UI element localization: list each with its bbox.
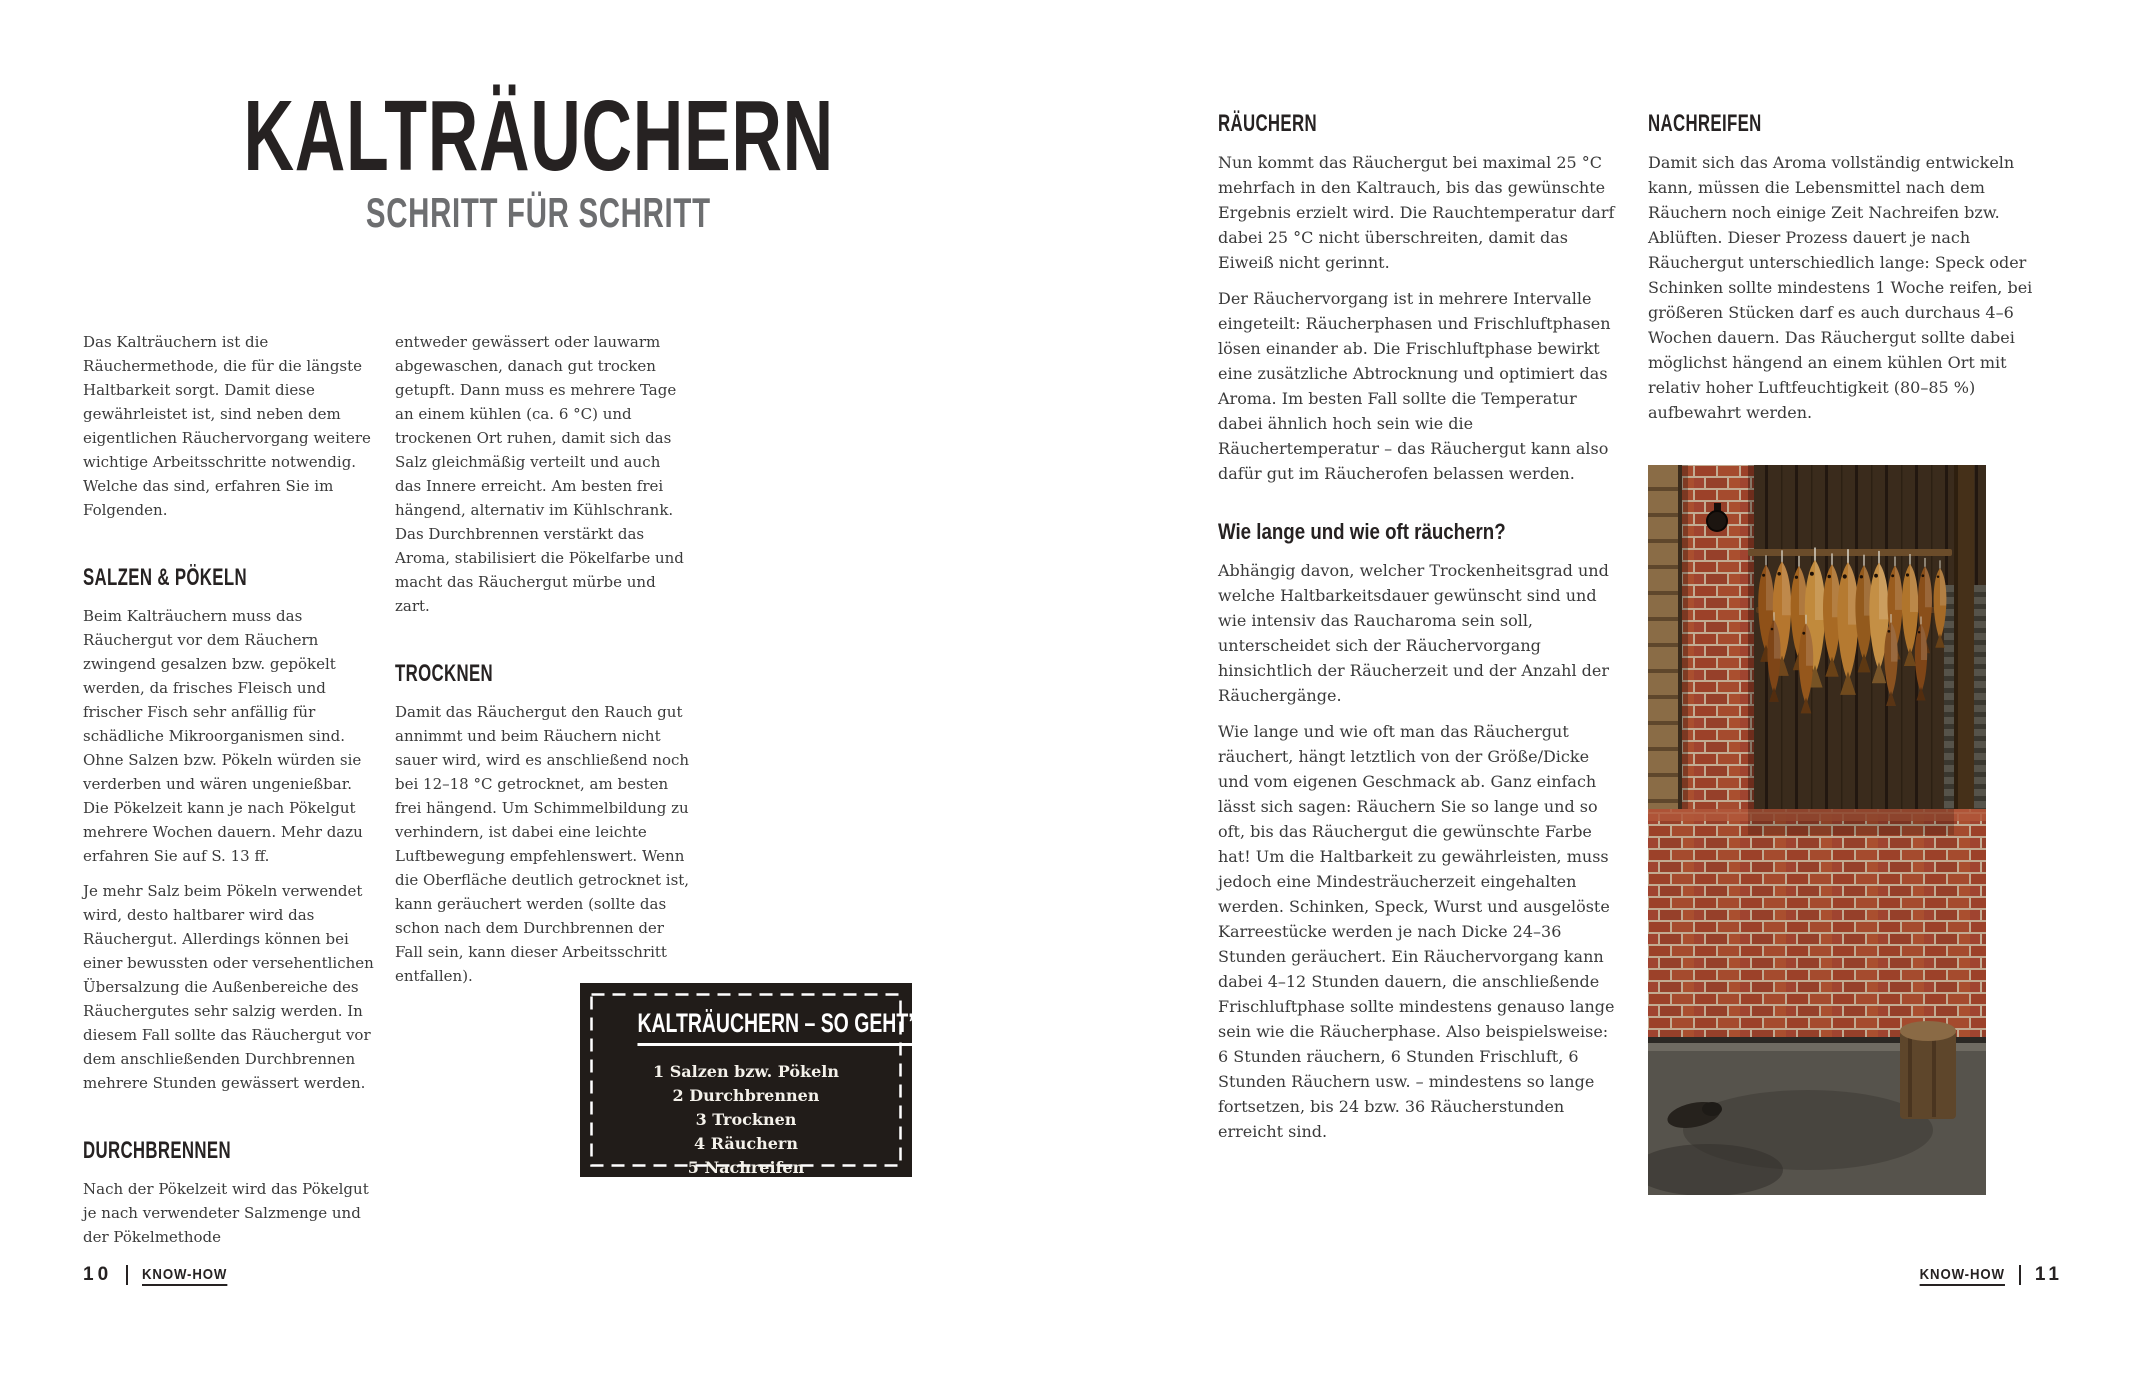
section-heading-salzen-poekeln: SALZEN & PÖKELN [83, 564, 247, 591]
footer-divider [2019, 1265, 2021, 1285]
page-title [0, 80, 1077, 192]
infobox-step: 1 Salzen bzw. Pökeln [653, 1062, 839, 1081]
footer-page-number: 11 [2034, 1264, 2063, 1285]
page-subtitle [0, 190, 1077, 236]
intro-paragraph: Das Kalträuchern ist die Räuchermethode, die für die längste Haltbarkeit sorgt. Damit diese gewährleistet ist, sind neben dem eigentlichen Räuchervorgang weitere wichtige Arbeitsschritte notwendig. Welche das sind, erfahren Sie im Folgenden. [83, 333, 371, 519]
chapter-title-block [0, 80, 1077, 236]
smoker-photo-illustration [1648, 465, 1986, 1195]
page-title-text: KALTRÄUCHERN [243, 80, 834, 192]
left-page-column-2 [395, 330, 691, 999]
footer-section-label: KNOW-HOW [142, 1266, 227, 1286]
infobox-step: 2 Durchbrennen [672, 1086, 820, 1105]
footer-right [1908, 1264, 2063, 1286]
page-right [1077, 0, 2154, 1388]
paragraph: Je mehr Salz beim Pökeln verwendet wird, desto haltbarer wird das Räuchergut. Allerdings können bei einer bewussten oder versehentlichen Übersalzung die Außenbereiche des Räuchergutes sehr salzig werden. In diesem Fall sollte das Räuchergut vor dem anschließenden Durchbrennen mehrere Stunden gewässert werden. [83, 882, 374, 1092]
right-page-column-2 [1648, 112, 2063, 436]
infobox-title: KALTRÄUCHERN – SO GEHT’S! [580, 1008, 912, 1046]
infobox-step-list [580, 1060, 912, 1180]
paragraph: Der Räuchervorgang ist in mehrere Intervalle eingeteilt: Räucherphasen und Frischluftphasen lösen einander ab. Die Frischluftphase bewirkt eine zusätzliche Abtrocknung und optimiert das Aroma. Im besten Fall sollte die Temperatur dabei ähnlich hoch sein wie die Räuchertemperatur – das Räuchergut kann also dafür gut im Räucherofen belassen werden. [1218, 289, 1611, 483]
smoker-photo [1648, 465, 1986, 1195]
page-subtitle-text: SCHRITT FÜR SCHRITT [366, 189, 711, 236]
paragraph: Nun kommt das Räuchergut bei maximal 25 °C mehrfach in den Kaltrauch, bis das gewünschte Ergebnis erzielt wird. Die Rauchtemperatur darf dabei 25 °C nicht überschreiten, damit das Eiweiß nicht gerinnt. [1218, 153, 1615, 272]
brick-oven [1648, 809, 1986, 1043]
infobox-step: 5 Nachreifen [687, 1158, 805, 1177]
infobox-so-gehts [580, 983, 934, 1177]
tree-stump [1900, 1021, 1956, 1119]
paragraph: Damit das Räuchergut den Rauch gut annimmt und beim Räuchern nicht sauer wird, wird es anschließend noch bei 12–18 °C getrocknet, am besten frei hängend. Um Schimmelbildung zu verhindern, ist dabei eine leichte Luftbewegung empfehlenswert. Wenn die Oberfläche deutlich getrocknet ist, kann geräuchert werden (sollte das schon nach dem Durchbrennen der Fall sein, kann dieser Arbeitsschritt entfallen). [395, 703, 690, 985]
infobox-step: 3 Trocknen [695, 1110, 797, 1129]
section-heading-durchbrennen: DURCHBRENNEN [83, 1137, 231, 1164]
left-page-column-1 [83, 330, 379, 1260]
footer-divider [126, 1265, 128, 1285]
paragraph: Damit sich das Aroma vollständig entwickeln kann, müssen die Lebensmittel nach dem Räuchern noch einige Zeit Nachreifen bzw. Ablüften. Dieser Prozess dauert je nach Räuchergut unterschiedlich lange: Speck oder Schinken sollte mindestens 1 Woche reifen, bei größeren Stücken darf es auch durchaus 4–6 Wochen dauern. Das Räuchergut sollte dabei möglichst hängend an einem kühlen Ort mit relativ hoher Luftfeuchtigkeit (80–85 %) aufbewahrt werden. [1648, 153, 2033, 422]
paragraph: entweder gewässert oder lauwarm abgewaschen, danach gut trocken getupft. Dann muss es mehrere Tage an einem kühlen (ca. 6 °C) und trockenen Ort ruhen, damit sich das Salz gleichmäßig verteilt und auch das Innere erreicht. Am besten frei hängend, alternativ im Kühlschrank. Das Durchbrennen verstärkt das Aroma, stabilisiert die Pökelfarbe und macht das Räuchergut mürbe und zart. [395, 333, 684, 615]
subheading-wie-lange: Wie lange und wie oft räuchern? [1218, 519, 1506, 544]
footer-left [83, 1264, 239, 1286]
section-heading-trocknen: TROCKNEN [395, 660, 493, 687]
section-heading-raeuchern: RÄUCHERN [1218, 110, 1317, 137]
paragraph: Beim Kalträuchern muss das Räuchergut vor dem Räuchern zwingend gesalzen bzw. gepökelt werden, da frisches Fleisch und frischer Fisch sehr anfällig für schädliche Mikroorganismen sind. Ohne Salzen bzw. Pökeln würden sie verderben und wären ungenießbar. Die Pökelzeit kann je nach Pökelgut mehrere Wochen dauern. Mehr dazu erfahren Sie auf S. 13 ff. [83, 607, 363, 865]
section-heading-nachreifen: NACHREIFEN [1648, 110, 1762, 137]
paragraph: Abhängig davon, welcher Trockenheitsgrad und welche Haltbarkeitsdauer gewünscht sind und wie intensiv das Raucharoma sein soll, unterscheidet sich der Räuchervorgang hinsichtlich der Räucherzeit und der Anzahl der Räuchergänge. [1218, 561, 1610, 706]
footer-page-number: 10 [83, 1264, 113, 1285]
paragraph: Nach der Pökelzeit wird das Pökelgut je nach verwendeter Salzmenge und der Pökelmethode [83, 1180, 369, 1246]
infobox-step: 4 Räuchern [694, 1134, 798, 1153]
footer-section-label: KNOW-HOW [1920, 1266, 2005, 1286]
right-page-column-1 [1218, 112, 1618, 1155]
paragraph: Wie lange und wie oft man das Räuchergut räuchert, hängt letztlich von der Größe/Dicke und vom eigenen Geschmack ab. Ganz einfach lässt sich sagen: Räuchern Sie so lange und so oft, bis das Räuchergut die gewünschte Farbe hat! Um die Haltbarkeit zu gewährleisten, muss jedoch eine Mindesträucherzeit eingehalten werden. Schinken, Speck, Wurst und ausgelöste Karreestücke werden je nach Dicke 24–36 Stunden geräuchert. Ein Räuchervorgang kann dabei 4–12 Stunden dauern, die anschließende Frischluftphase sollte mindestens genauso lange sein wie die Räucherphase. Also beispielsweise: 6 Stunden räuchern, 6 Stunden Frischluft, 6 Stunden Räuchern usw. – mindestens so lange fortsetzen, bis 24 bzw. 36 Räucherstunden erreicht sind. [1218, 722, 1615, 1142]
